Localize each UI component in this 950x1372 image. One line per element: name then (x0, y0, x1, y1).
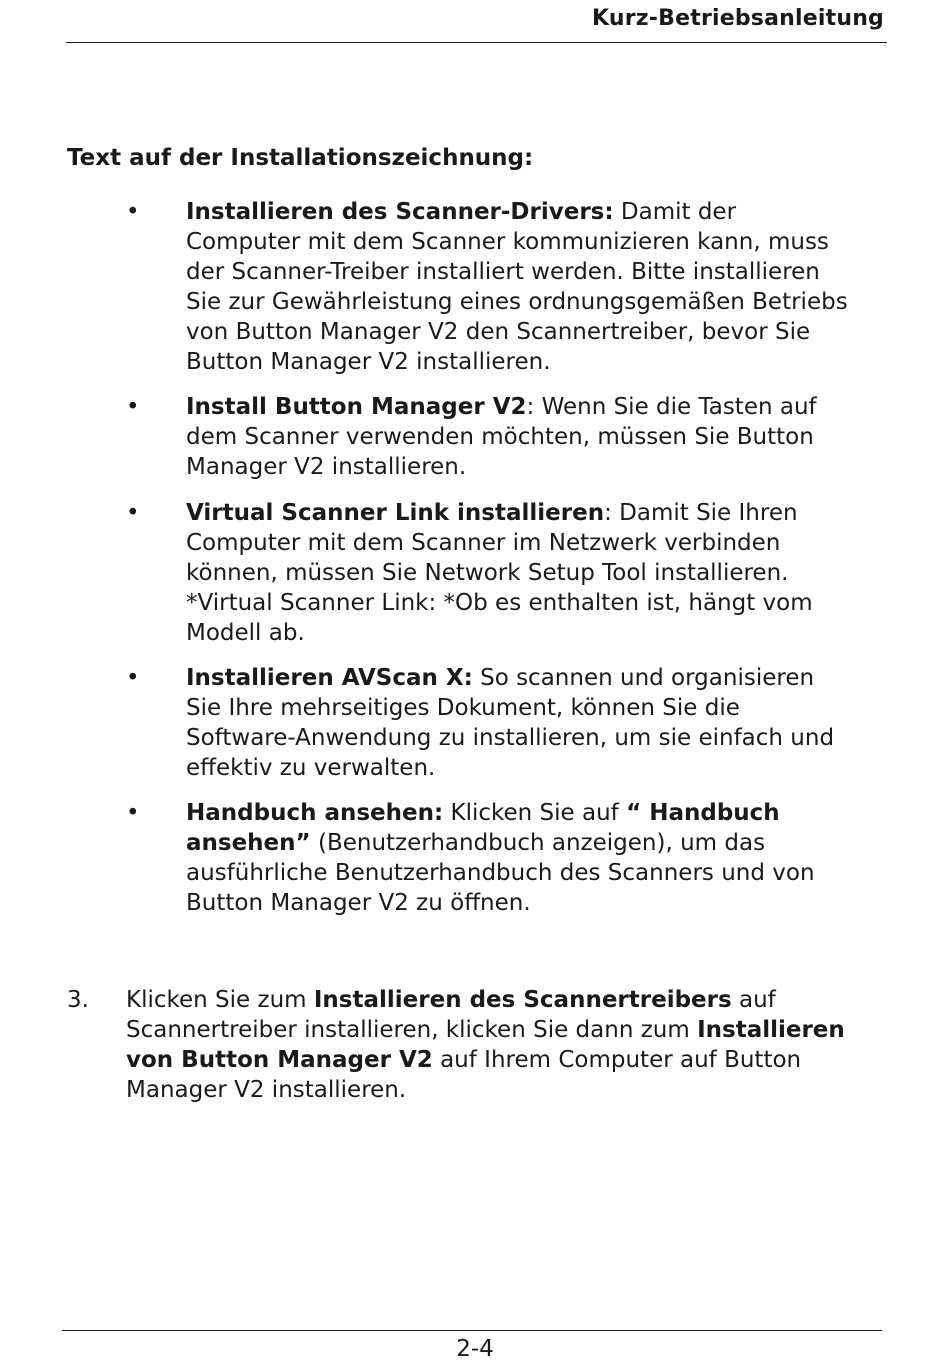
step-number: 3. (67, 987, 89, 1013)
bullet-term: Handbuch ansehen: (186, 800, 444, 826)
bullet-item-scanner-driver (120, 197, 850, 377)
step-text-part: auf Ihrem Computer auf Button Manager V2 installieren. (126, 1047, 802, 1103)
bullet-icon: • (126, 500, 140, 526)
bullet-text (186, 798, 850, 918)
bullet-description: Damit der Computer mit dem Scanner kommunizieren kann, muss der Scanner-Treiber installiert werden. Bitte installieren Sie zur Gewährleistung eines ordnungsgemäßen Betriebs von Button Manager V2 den Scannertreiber, bevor Sie Button Manager V2 installieren. (186, 199, 848, 375)
bullet-description: So scannen und organisieren Sie Ihre mehrseitiges Dokument, können Sie die Software-Anwendung zu installieren, um sie einfach und effektiv zu verwalten. (186, 665, 835, 781)
bullet-item-button-manager (120, 392, 850, 482)
bullet-term: Virtual Scanner Link installieren (186, 500, 605, 526)
bullet-item-avscan-x (120, 663, 850, 783)
step-emphasis: Installieren von Button Manager V2 (126, 1017, 845, 1073)
bullet-item-handbuch (120, 798, 850, 918)
running-header: Kurz-Betriebsanleitung (592, 6, 884, 31)
header-divider (66, 42, 887, 43)
bullet-icon: • (126, 199, 140, 225)
section-heading: Text auf der Installationszeichnung: (67, 145, 534, 171)
bullet-description: : Damit Sie Ihren Computer mit dem Scanner im Netzwerk verbinden können, müssen Sie Network Setup Tool installieren. *Virtual Scanner Link: *Ob es enthalten ist, hängt vom Modell ab. (186, 500, 813, 646)
bullet-text (186, 663, 850, 783)
bullet-item-virtual-scanner-link (120, 498, 850, 648)
page-number: 2-4 (456, 1336, 494, 1362)
bullet-emphasis: “ Handbuch ansehen” (186, 800, 780, 856)
bullet-description-continued: (Benutzerhandbuch anzeigen), um das ausführliche Benutzerhandbuch des Scanners und von Button Manager V2 zu öffnen. (186, 830, 815, 916)
bullet-description: Klicken Sie auf (443, 800, 627, 826)
footer-divider (62, 1330, 882, 1331)
bullet-description: : Wenn Sie die Tasten auf dem Scanner verwenden möchten, müssen Sie Button Manager V2 installieren. (186, 394, 817, 480)
step-text-part: Klicken Sie zum (126, 987, 314, 1013)
bullet-icon: • (126, 394, 140, 420)
bullet-text (186, 392, 850, 482)
bullet-text (186, 498, 850, 648)
bullet-text (186, 197, 850, 377)
step-3 (67, 985, 847, 1105)
bullet-icon: • (126, 665, 140, 691)
step-text (126, 985, 847, 1105)
step-text-part: auf Scannertreiber installieren, klicken Sie dann zum (126, 987, 776, 1043)
bullet-icon: • (126, 800, 140, 826)
bullet-term: Installieren AVScan X: (186, 665, 473, 691)
step-emphasis: Installieren des Scannertreibers (313, 987, 732, 1013)
bullet-term: Installieren des Scanner-Drivers: (186, 199, 614, 225)
bullet-term: Install Button Manager V2 (186, 394, 527, 420)
bullet-list (120, 197, 850, 933)
